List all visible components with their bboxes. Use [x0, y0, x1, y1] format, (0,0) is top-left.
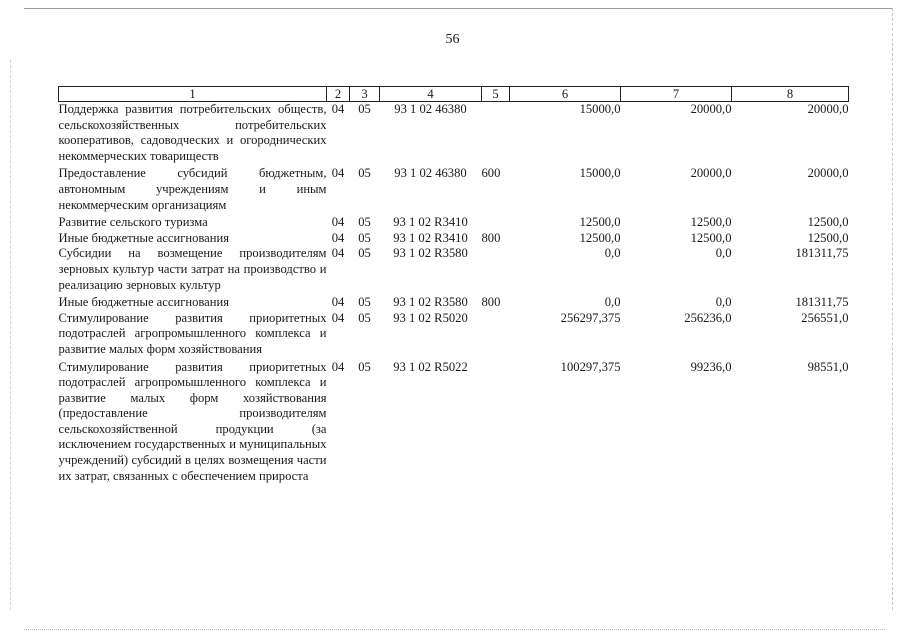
row-amount-7: 0,0 — [715, 246, 732, 261]
row-amount-6: 0,0 — [604, 295, 621, 310]
row-amount-8: 20000,0 — [807, 102, 849, 116]
header-cell-7: 7 — [621, 87, 732, 102]
table-row — [59, 246, 849, 295]
header-cell-8: 8 — [732, 87, 849, 102]
page-edge-top — [24, 8, 893, 9]
row-name: Иные бюджетные ассигнования — [58, 230, 230, 245]
row-section: 04 — [331, 166, 345, 181]
row-amount-7: 12500,0 — [690, 230, 732, 245]
table-row — [59, 311, 849, 360]
row-amount-7: 20000,0 — [690, 102, 732, 116]
row-amount-8: 98551,0 — [807, 359, 849, 374]
row-amount-6: 12500,0 — [579, 215, 621, 230]
table-row — [59, 166, 849, 215]
row-amount-8: 256551,0 — [801, 310, 849, 325]
header-cell-5: 5 — [482, 87, 510, 102]
row-subsection: 05 — [358, 166, 371, 181]
row-expense-type: 800 — [481, 230, 501, 245]
row-expense-type — [482, 215, 510, 231]
row-name: Предоставление субсидий бюджетным, автономным учреждениям и иным некоммерческим организациям — [58, 166, 327, 212]
row-amount-7: 20000,0 — [690, 166, 732, 181]
row-subsection: 05 — [358, 215, 371, 230]
row-target-code: 93 1 02 46380 — [394, 166, 467, 181]
row-subsection: 05 — [358, 359, 371, 374]
row-subsection: 05 — [358, 102, 371, 116]
page-number: 56 — [445, 32, 460, 47]
table-row — [59, 231, 849, 247]
row-target-code: 93 1 02 R3410 — [393, 230, 468, 245]
row-name: Иные бюджетные ассигнования — [58, 295, 230, 310]
row-amount-7: 256236,0 — [684, 310, 732, 325]
row-target-code: 93 1 02 R3580 — [393, 295, 468, 310]
page-edge-right — [892, 8, 893, 610]
table-row — [59, 360, 849, 485]
row-target-code: 93 1 02 R5020 — [393, 310, 468, 325]
header-cell-3: 3 — [350, 87, 380, 102]
table-row — [59, 102, 849, 167]
header-cell-1: 1 — [59, 87, 327, 102]
row-target-code: 93 1 02 R3580 — [393, 246, 468, 261]
row-section: 04 — [331, 230, 345, 245]
row-name: Субсидии на возмещение производителям зерновых культур части затрат на производство и реализацию зерновых культур — [58, 246, 327, 292]
row-amount-6: 0,0 — [604, 246, 621, 261]
row-name: Стимулирование развития приоритетных подотраслей агропромышленного комплекса и развитие малых форм хозяйствования — [58, 310, 327, 356]
header-cell-2: 2 — [327, 87, 350, 102]
row-amount-8: 181311,75 — [795, 246, 849, 261]
row-amount-8: 12500,0 — [807, 230, 849, 245]
table-row — [59, 295, 849, 311]
page-edge-bottom — [24, 629, 885, 630]
row-amount-6: 256297,375 — [560, 310, 621, 325]
row-expense-type: 800 — [481, 295, 501, 310]
page-edge-left — [10, 60, 11, 610]
row-section: 04 — [331, 359, 345, 374]
row-amount-6: 12500,0 — [579, 230, 621, 245]
row-subsection: 05 — [358, 230, 371, 245]
row-subsection: 05 — [358, 310, 371, 325]
row-amount-7: 12500,0 — [690, 215, 732, 230]
row-amount-7: 99236,0 — [690, 359, 732, 374]
row-name: Поддержка развития потребительских обществ, сельскохозяйственных потребительских кооперативов, садоводческих и огороднических некоммерческих товариществ — [58, 102, 327, 163]
row-section: 04 — [331, 102, 345, 116]
row-subsection: 05 — [358, 295, 371, 310]
table-row — [59, 215, 849, 231]
row-expense-type — [482, 102, 510, 167]
row-expense-type — [482, 311, 510, 360]
row-name: Стимулирование развития приоритетных подотраслей агропромышленного комплекса и развитие малых форм хозяйствования (предоставление производителям сельскохозяйственной продукции (за исключением государственных и муниципальных учреждений) субсидий в целях возмещения части их затрат, связанных с обеспечением прироста — [58, 359, 327, 483]
header-cell-6: 6 — [510, 87, 621, 102]
header-row — [59, 87, 849, 102]
row-amount-6: 15000,0 — [579, 102, 621, 116]
row-expense-type — [482, 360, 510, 485]
row-section: 04 — [331, 295, 345, 310]
row-target-code: 93 1 02 46380 — [394, 102, 467, 116]
row-target-code: 93 1 02 R5022 — [393, 359, 468, 374]
row-subsection: 05 — [358, 246, 371, 261]
row-amount-6: 100297,375 — [560, 359, 621, 374]
row-amount-8: 20000,0 — [807, 166, 849, 181]
row-amount-7: 0,0 — [715, 295, 732, 310]
row-amount-8: 12500,0 — [807, 215, 849, 230]
row-amount-8: 181311,75 — [795, 295, 849, 310]
row-expense-type — [482, 246, 510, 295]
row-section: 04 — [331, 310, 345, 325]
row-target-code: 93 1 02 R3410 — [393, 215, 468, 230]
row-name: Развитие сельского туризма — [58, 215, 208, 230]
row-section: 04 — [331, 215, 345, 230]
row-section: 04 — [331, 246, 345, 261]
row-amount-6: 15000,0 — [579, 166, 621, 181]
header-cell-4: 4 — [380, 87, 482, 102]
budget-table — [58, 86, 849, 484]
row-expense-type: 600 — [481, 166, 501, 181]
